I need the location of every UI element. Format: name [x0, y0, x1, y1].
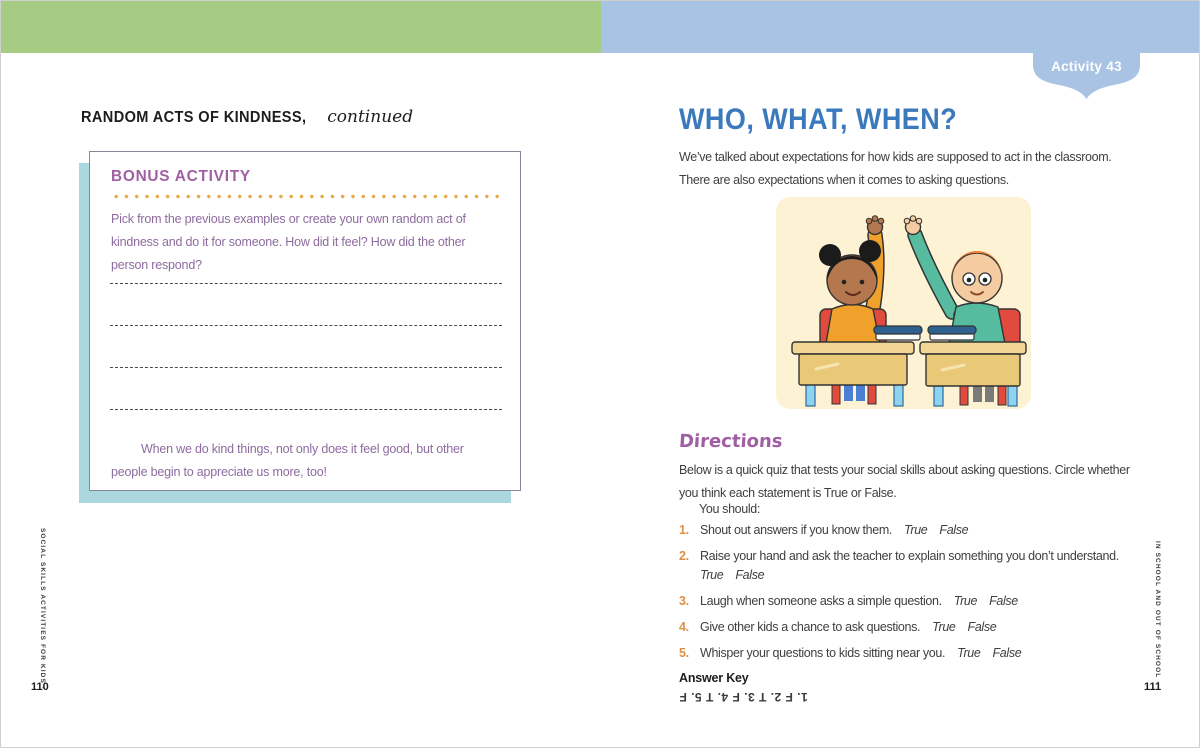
bonus-activity-closing: When we do kind things, not only does it feel good, but other people begin to appreciate us more, too!	[111, 442, 464, 479]
quiz-lead-in: You should:	[699, 502, 761, 516]
quiz-number: 5.	[679, 645, 689, 660]
bonus-activity-prompt: Pick from the previous examples or create your own random act of kindness and do it for someone. How did it feel? How did the other person respond?	[111, 212, 466, 272]
left-margin-running-footer: SOCIAL SKILLS ACTIVITIES FOR KIDS ·	[39, 528, 46, 691]
activity-title-text: WHO, WHAT, WHEN?	[679, 103, 958, 136]
bonus-activity-title: BONUS ACTIVITY	[111, 168, 251, 185]
activity-badge-label: Activity 43	[1051, 59, 1122, 74]
writing-line	[110, 283, 502, 284]
directions-body: Below is a quick quiz that tests your social skills about asking questions. Circle whether you think each statement is True or False.	[679, 463, 1130, 500]
writing-line	[110, 367, 502, 368]
false-option: False	[967, 619, 997, 634]
quiz-text: Give other kids a chance to ask questions. True False	[700, 619, 997, 634]
quiz-item-5	[679, 645, 1141, 663]
dotted-divider	[111, 194, 502, 199]
quiz-item-2	[679, 548, 1141, 584]
quiz-number: 1.	[679, 523, 689, 537]
activity-badge	[1033, 52, 1140, 99]
true-option: True	[904, 523, 928, 537]
quiz-number: 3.	[679, 593, 689, 608]
false-option: False	[939, 523, 969, 537]
false-option: False	[989, 593, 1018, 608]
classroom-illustration	[776, 197, 1031, 409]
left-header-continued: continued	[327, 107, 414, 127]
left-header-title: RANDOM ACTS OF KINDNESS,	[81, 109, 307, 126]
quiz-item-3	[679, 593, 1141, 611]
quiz-item-4	[679, 619, 1141, 637]
quiz-text: Laugh when someone asks a simple question. True False	[700, 593, 1018, 608]
quiz-number: 4.	[679, 619, 689, 634]
true-option: True	[932, 619, 956, 634]
quiz-text: Raise your hand and ask the teacher to explain something you don’t understand. True False	[700, 549, 1119, 582]
right-margin-running-footer: IN SCHOOL AND OUT OF SCHOOL ·	[1154, 541, 1161, 685]
bonus-activity-box	[89, 151, 521, 491]
true-option: True	[953, 593, 978, 608]
quiz-number: 2.	[679, 549, 689, 563]
writing-line	[110, 325, 502, 326]
top-bar-right-page	[601, 1, 1200, 53]
false-option: False	[735, 567, 765, 582]
true-option: True	[700, 567, 724, 582]
true-option: True	[957, 645, 981, 660]
quiz-list	[679, 522, 1141, 671]
false-option: False	[992, 645, 1022, 660]
answer-key-values	[679, 688, 808, 706]
answer-key-upside-down-text: 1. F 2. T 3. F 4. T 5. F	[679, 690, 808, 704]
right-page-number: 111	[1144, 681, 1162, 693]
activity-title	[679, 103, 988, 137]
writing-line	[110, 409, 502, 410]
quiz-item-1	[679, 522, 1141, 540]
left-page-number: 110	[31, 681, 49, 693]
answer-key-heading: Answer Key	[679, 671, 749, 685]
quiz-text: Shout out answers if you know them. True False	[700, 523, 969, 537]
left-page-header	[81, 107, 413, 127]
top-bar-left-page	[1, 1, 601, 53]
quiz-text: Whisper your questions to kids sitting near you. True False	[700, 645, 1022, 660]
activity-intro: We’ve talked about expectations for how kids are supposed to act in the classroom. There are also expectations when it comes to asking questions.	[679, 150, 1112, 187]
directions-heading: Directions	[678, 431, 784, 452]
